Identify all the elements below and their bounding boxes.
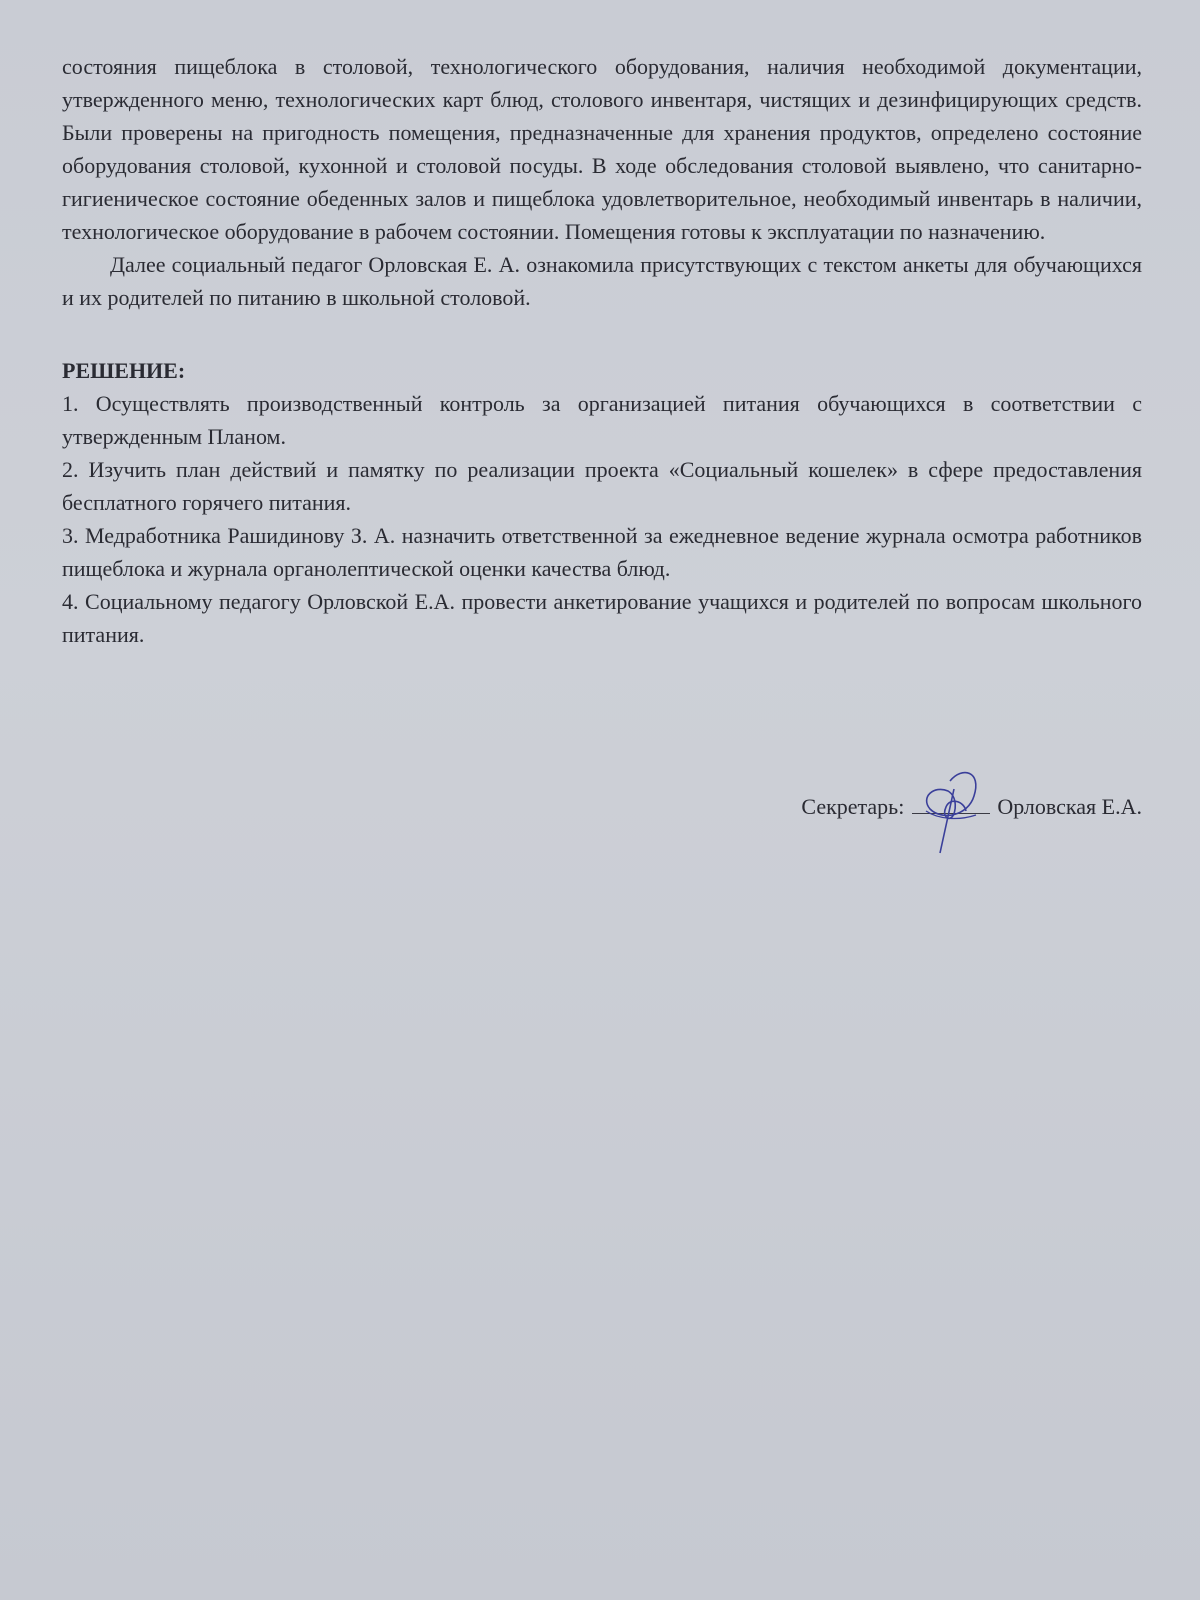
decision-item: 2. Изучить план действий и памятку по реализации проекта «Социальный кошелек» в сфере предоставления бесплатного горячего питания. xyxy=(62,457,1142,515)
signature-line xyxy=(912,791,990,814)
handwritten-signature xyxy=(912,761,992,861)
decision-item: 3. Медработника Рашидинову З. А. назначить ответственной за ежедневное ведение журнала осмотра работников пищеблока и журнала органолептической оценки качества блюд. xyxy=(62,523,1142,581)
signature-label: Секретарь: xyxy=(801,794,905,819)
paragraph-questionnaire: Далее социальный педагог Орловская Е. А. ознакомила присутствующих с текстом анкеты для обучающихся и их родителей по питанию в школьной столовой. xyxy=(62,252,1142,310)
document-body xyxy=(62,50,1142,651)
decision-item: 4. Социальному педагогу Орловской Е.А. провести анкетирование учащихся и родителей по вопросам школьного питания. xyxy=(62,589,1142,647)
paragraph-inspection: состояния пищеблока в столовой, технологического оборудования, наличия необходимой документации, утвержденного меню, технологических карт блюд, столового инвентаря, чистящих и дезинфицирующих средств. Были проверены на пригодность помещения, предназначенные для хранения продуктов, определено состояние оборудования столовой, кухонной и столовой посуды. В ходе обследования столовой выявлено, что санитарно-гигиеническое состояние обеденных залов и пищеблока удовлетворительное, необходимый инвентарь в наличии, технологическое оборудование в рабочем состоянии. Помещения готовы к эксплуатации по назначению. xyxy=(62,54,1142,244)
signature-block xyxy=(62,790,1142,823)
decision-heading: РЕШЕНИЕ: xyxy=(62,358,186,383)
decision-item: 1. Осуществлять производственный контроль за организацией питания обучающихся в соответствии с утвержденным Планом. xyxy=(62,391,1142,449)
signature-name: Орловская Е.А. xyxy=(997,794,1142,819)
